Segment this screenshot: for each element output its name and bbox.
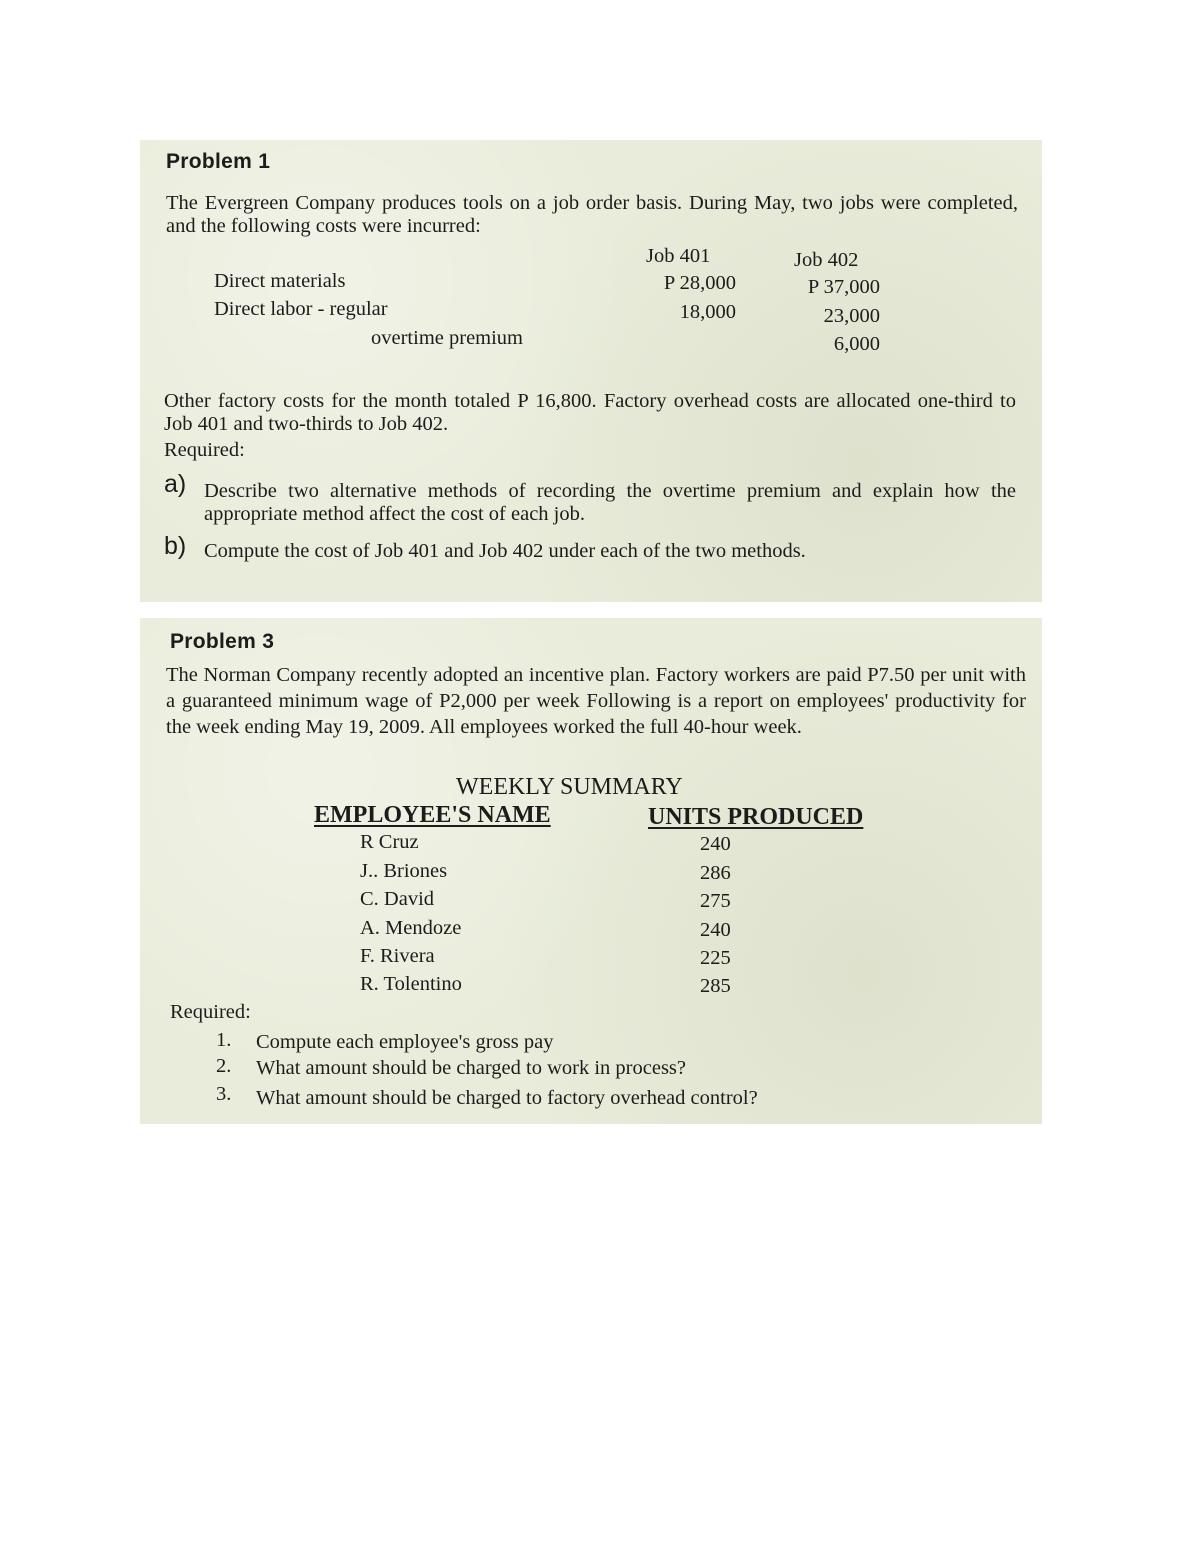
requirement-number: 2. bbox=[216, 1055, 232, 1077]
column-header-units-produced: UNITS PRODUCED bbox=[648, 804, 864, 830]
employee-name: F. Rivera bbox=[360, 945, 435, 967]
problem-1-intro: The Evergreen Company produces tools on a job order basis. During May, two jobs were completed, and the following costs were incurred: bbox=[166, 192, 1018, 237]
employee-units: 225 bbox=[700, 947, 731, 969]
employee-units: 285 bbox=[700, 975, 731, 997]
problem-3-required-label: Required: bbox=[170, 1001, 251, 1023]
requirement-number: 1. bbox=[216, 1029, 232, 1051]
employee-units: 275 bbox=[700, 890, 731, 912]
requirement-text: Compute each employee's gross pay bbox=[256, 1031, 554, 1053]
employee-units: 240 bbox=[700, 919, 731, 941]
column-header-employee-name: EMPLOYEE'S NAME bbox=[314, 802, 551, 828]
requirement-text: What amount should be charged to factory overhead control? bbox=[256, 1087, 758, 1109]
cost-row-job401: P 28,000 bbox=[663, 272, 736, 294]
employee-name: R. Tolentino bbox=[360, 973, 462, 995]
employee-name: R Cruz bbox=[360, 831, 419, 853]
employee-name: C. David bbox=[360, 888, 435, 910]
employee-units: 286 bbox=[700, 862, 731, 884]
problem-3-intro: The Norman Company recently adopted an incentive plan. Factory workers are paid P7.50 per unit with a guaranteed minimum wage of P2,000 per week Following is a report on employees' productivity for the week ending May 19, 2009. All employees worked the full 40-hour week. bbox=[166, 664, 1026, 738]
problem-1-title: Problem 1 bbox=[166, 150, 271, 173]
requirement-letter: a) bbox=[164, 470, 187, 498]
problem-3-title: Problem 3 bbox=[170, 630, 275, 653]
requirement-number: 3. bbox=[216, 1083, 232, 1105]
requirement-text: What amount should be charged to work in process? bbox=[256, 1057, 687, 1079]
cost-row-label: Direct materials bbox=[214, 270, 346, 292]
problem-1-required-label: Required: bbox=[164, 439, 245, 461]
cost-row-job401: 18,000 bbox=[679, 301, 736, 323]
cost-row-job402: 23,000 bbox=[823, 305, 880, 327]
cost-row-label: overtime premium bbox=[371, 327, 523, 349]
cost-row-job402: 6,000 bbox=[833, 333, 880, 355]
problem-1-panel bbox=[140, 140, 1042, 602]
employee-name: J.. Briones bbox=[360, 860, 448, 882]
requirement-text: Describe two alternative methods of recording the overtime premium and explain how the appropriate method affect the cost of each job. bbox=[204, 480, 1016, 525]
cost-row-job402: P 37,000 bbox=[807, 276, 880, 298]
cost-table-header-job402: Job 402 bbox=[794, 249, 859, 271]
weekly-summary-title: WEEKLY SUMMARY bbox=[456, 774, 683, 800]
employee-name: A. Mendoze bbox=[360, 917, 462, 939]
requirement-text: Compute the cost of Job 401 and Job 402 under each of the two methods. bbox=[204, 540, 806, 562]
cost-table-header-job401: Job 401 bbox=[646, 245, 711, 267]
other-factory-costs: Other factory costs for the month totaled P 16,800. Factory overhead costs are allocated one-third to Job 401 and two-thirds to Job 402. bbox=[164, 390, 1016, 435]
employee-units: 240 bbox=[700, 833, 731, 855]
requirement-letter: b) bbox=[164, 532, 187, 560]
problem-3-panel bbox=[140, 618, 1042, 1124]
cost-row-label: Direct labor - regular bbox=[214, 298, 388, 320]
